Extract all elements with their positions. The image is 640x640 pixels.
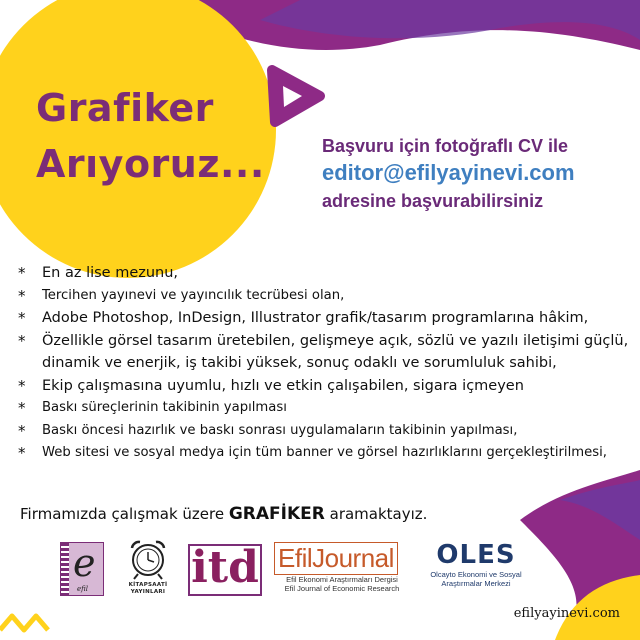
kitapsaati-logo: KİTAPSAATİ YAYINLARI xyxy=(120,538,176,598)
bullet-star: * xyxy=(18,264,26,282)
contact-email-link[interactable]: editor@efilyayinevi.com xyxy=(322,160,575,185)
yellow-circle xyxy=(0,0,276,278)
partner-logos xyxy=(0,538,640,598)
bullet-star: * xyxy=(18,399,26,417)
bullet-star: * xyxy=(18,376,26,395)
zigzag-decoration xyxy=(0,616,48,630)
contact-intro: Başvuru için fotoğraflı CV ile xyxy=(322,136,569,156)
requirement-item: * Baskı öncesi hazırlık ve baskı sonrası uygulamaların takibinin yapılması, xyxy=(18,420,633,443)
efil-journal-logo: EfilJournal Efil Ekonomi Araştırmaları Dergisi Efil Journal of Economic Research xyxy=(274,542,412,594)
alarm-clock-icon xyxy=(120,538,176,580)
bullet-star: * xyxy=(18,286,26,305)
headline-line-2: Arıyoruz... xyxy=(36,142,265,186)
requirement-item: * Özellikle görsel tasarım üretebilen, gelişmeye açık, sözlü ve yazılı iletişimi güçlü, xyxy=(18,330,633,353)
requirement-item: * Adobe Photoshop, InDesign, Illustrator grafik/tasarım programlarına hâkim, xyxy=(18,307,633,330)
headline-line-1: Grafiker xyxy=(36,86,214,130)
bullet-star: * xyxy=(18,421,26,440)
website-url[interactable]: efilyayinevi.com xyxy=(513,606,620,621)
requirements-list xyxy=(18,262,633,465)
oles-logo: OLES Olcayto Ekonomi ve Sosyal Araştırmalar Merkezi xyxy=(430,540,522,588)
bullet-star: * xyxy=(18,309,26,327)
requirement-item: dinamik ve enerjik, iş takibi yüksek, sonuç odaklı ve sorumluluk sahibi, xyxy=(42,355,557,371)
itd-logo: itd xyxy=(188,544,262,596)
closing-bold-word: GRAFİKER xyxy=(228,504,325,524)
requirement-item: * Web sitesi ve sosyal medya için tüm banner ve görsel hazırlıklarını gerçekleştirilmesi, xyxy=(18,442,633,465)
efil-logo: e efil xyxy=(60,542,104,596)
requirement-item: * Ekip çalışmasına uyumlu, hızlı ve etkin çalışabilen, sigara içmeyen xyxy=(18,375,633,398)
requirement-item: * Tercihen yayınevi ve yayıncılık tecrübesi olan, xyxy=(18,285,633,308)
contact-outro: adresine başvurabilirsiniz xyxy=(322,191,544,211)
requirement-item: * Baskı süreçlerinin takibinin yapılması xyxy=(18,397,633,420)
closing-sentence: Firmamızda çalışmak üzere GRAFİKER aramaktayız. xyxy=(20,504,428,524)
bullet-star: * xyxy=(18,444,26,462)
requirement-item: * En az lise mezunu, xyxy=(18,262,633,285)
bullet-star: * xyxy=(18,331,26,350)
